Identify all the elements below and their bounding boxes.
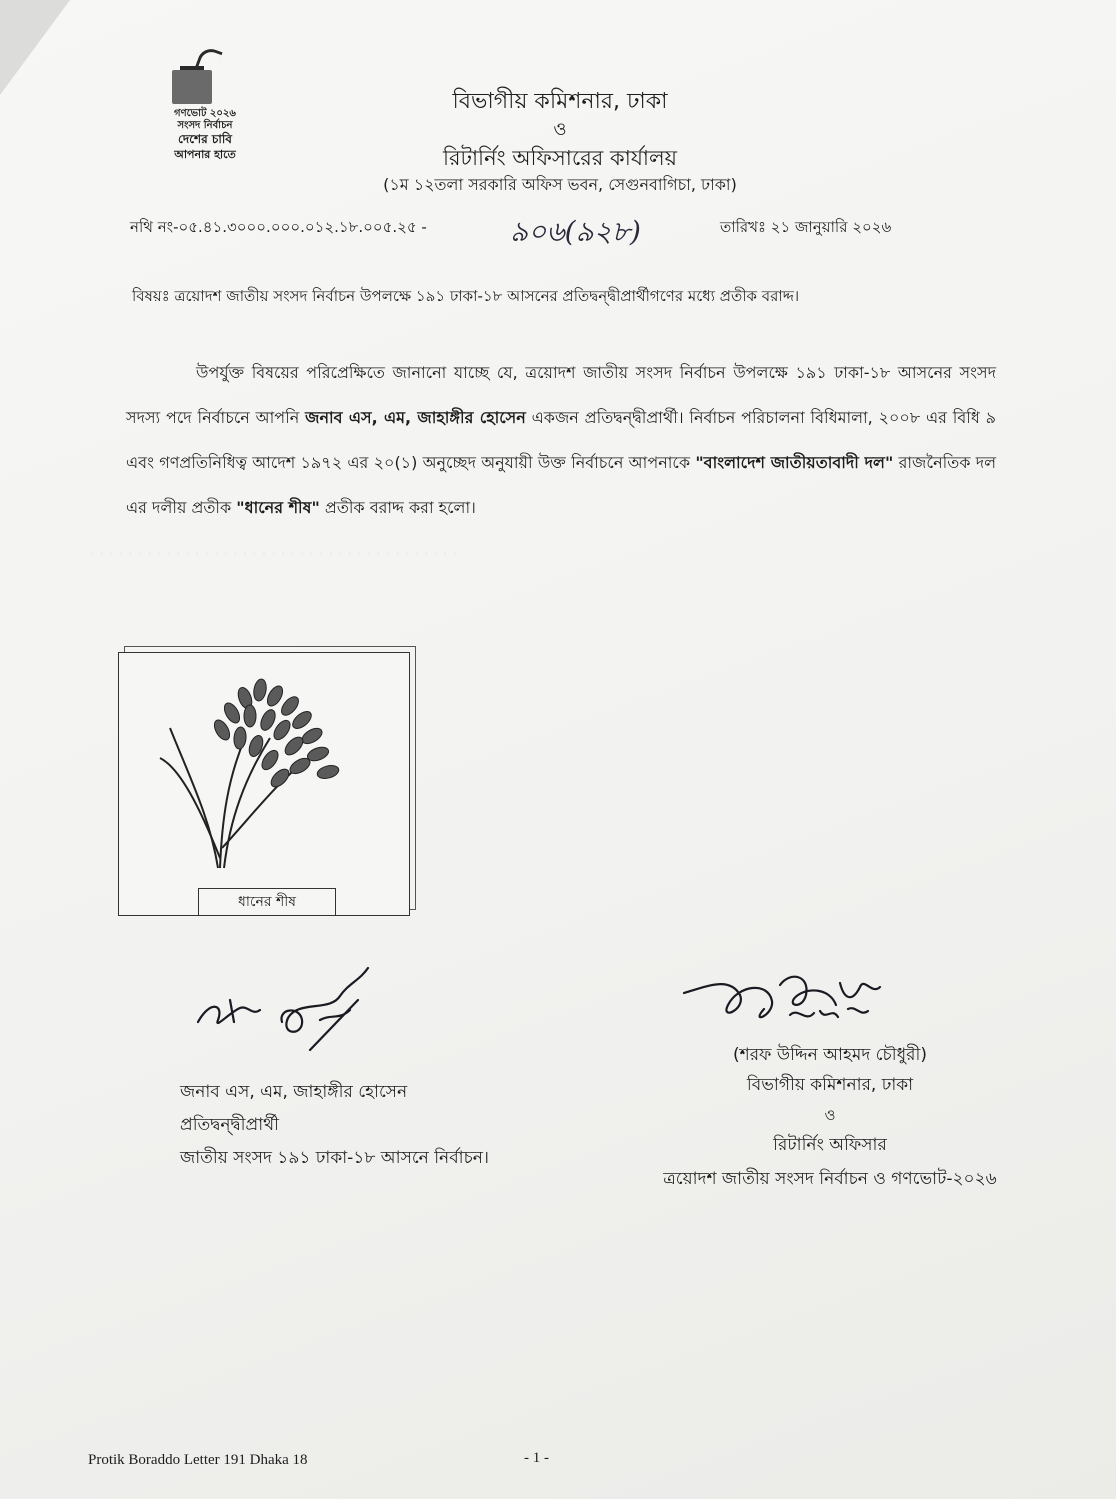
- recipient-signature: [190, 960, 390, 1060]
- page-corner-shadow: [0, 0, 70, 95]
- recipient-name: জনাব এস, এম, জাহাঙ্গীর হোসেন: [180, 1082, 408, 1102]
- recipient-block: [180, 1076, 489, 1175]
- recipient-seat: জাতীয় সংসদ ১৯১ ঢাকা-১৮ আসনে নির্বাচন।: [180, 1148, 490, 1168]
- election-logo: [150, 42, 260, 167]
- party-name: "বাংলাদেশ জাতীয়তাবাদী দল": [695, 453, 894, 472]
- signatory-title: বিভাগীয় কমিশনার, ঢাকা: [746, 1075, 914, 1095]
- signatory-title-2: রিটার্নিং অফিসার: [773, 1135, 887, 1155]
- logo-text-4: আপনার হাতে: [174, 148, 236, 161]
- bleed-through-text: · · · · · · · · · · · · · · · · · · · · · · · · · · · · · · · · · · · · · · ·: [90, 545, 458, 563]
- recipient-role: প্রতিদ্বন্দ্বীপ্রার্থী: [180, 1115, 280, 1135]
- signatory-conjunction: ও: [824, 1106, 836, 1124]
- header-conjunction: ও: [553, 119, 567, 140]
- ballot-box-icon: [172, 70, 212, 104]
- office-title-2: রিটার্নিং অফিসারের কার্যালয়: [442, 146, 678, 170]
- footer-page-number: - 1 -: [524, 1450, 549, 1466]
- body-part-4: প্রতীক বরাদ্দ করা হলো।: [324, 498, 476, 517]
- signatory-election: ত্রয়োদশ জাতীয় সংসদ নির্বাচন ও গণভোট-২০২৬: [663, 1169, 997, 1189]
- office-address: (১ম ১২তলা সরকারি অফিস ভবন, সেগুনবাগিচা, ঢাকা): [383, 175, 737, 194]
- body-part-3: রাজনৈতিক দল এর দলীয় প্রতীক: [126, 453, 997, 517]
- body-part-1: উপর্যুক্ত বিষয়ের পরিপ্রেক্ষিতে জানানো যাচ্ছে যে, ত্রয়োদশ জাতীয় সংসদ নির্বাচন উপলক্ষে ১৯১ ঢাকা-১৮ আসনের সংসদ সদস্য পদে নির্বাচনে আপনি: [126, 363, 996, 427]
- memo-handwritten-number: ৯০৬(৯২৮): [510, 215, 641, 248]
- footer-document-name: Protik Boraddo Letter 191 Dhaka 18: [88, 1452, 308, 1468]
- symbol-name: "ধানের শীষ": [236, 498, 320, 517]
- logo-text-1: গণভোট ২০২৬: [174, 108, 236, 119]
- letter-date: তারিখঃ ২১ জানুয়ারি ২০২৬: [720, 218, 892, 236]
- letter-body: [126, 350, 996, 530]
- memo-number: নথি নং-০৫.৪১.৩০০০.০০০.০১২.১৮.০০৫.২৫ -: [130, 218, 427, 236]
- signatory-signature: [680, 965, 920, 1045]
- logo-text-3: দেশের চাবি: [178, 132, 232, 146]
- body-part-2: একজন প্রতিদ্বন্দ্বীপ্রার্থী। নির্বাচন পরিচালনা বিধিমালা, ২০০৮ এর বিধি ৯ এবং গণপ্রতিনিধিত্ব আদেশ ১৯৭২ এর ২০(১) অনুচ্ছেদ অনুযায়ী উক্ত নির্বাচনে আপনাকে: [126, 408, 996, 472]
- logo-text-2: সংসদ নির্বাচন: [177, 120, 233, 131]
- paddy-sheaf-icon: [150, 668, 370, 883]
- subject-line: বিষয়ঃ ত্রয়োদশ জাতীয় সংসদ নির্বাচন উপলক্ষে ১৯১ ঢাকা-১৮ আসনের প্রতিদ্বন্দ্বীপ্রার্থীগণের মধ্যে প্রতীক বরাদ্দ।: [132, 287, 800, 305]
- candidate-name: জনাব এস, এম, জাহাঙ্গীর হোসেন: [305, 408, 526, 427]
- symbol-caption: ধানের শীষ: [198, 888, 336, 916]
- signatory-name: (শরফ উদ্দিন আহমদ চৌধুরী): [733, 1045, 927, 1065]
- office-title: বিভাগীয় কমিশনার, ঢাকা: [452, 89, 668, 114]
